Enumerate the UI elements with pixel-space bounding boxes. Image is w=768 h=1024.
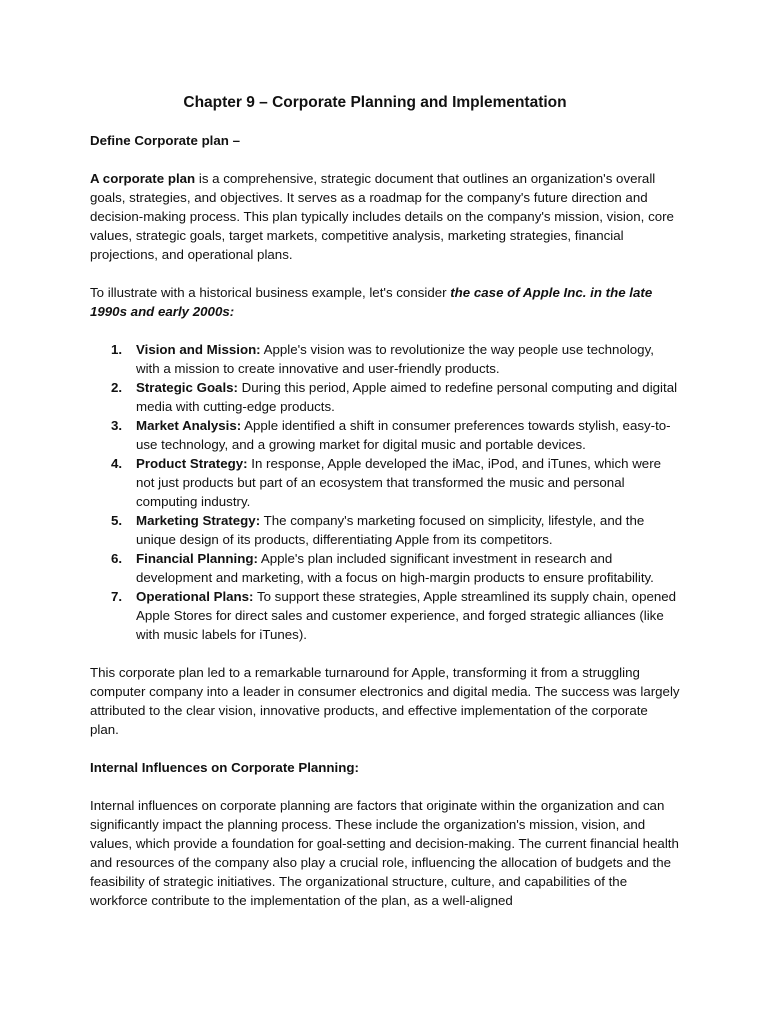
list-label: Operational Plans:	[136, 589, 254, 604]
list-number: 3.	[111, 418, 123, 433]
list-item	[111, 416, 680, 454]
list-label: Market Analysis:	[136, 418, 242, 433]
list-text: Apple identified a shift in consumer preferences towards stylish, easy-to-use technology, and a growing market for digital music and portable devices.	[136, 418, 671, 452]
list-number: 4.	[111, 456, 123, 471]
list-item	[111, 511, 680, 549]
list-number: 1.	[111, 342, 123, 357]
list-label: Marketing Strategy:	[136, 513, 261, 528]
chapter-title: Chapter 9 – Corporate Planning and Implementation	[183, 94, 567, 111]
conclusion-paragraph: This corporate plan led to a remarkable turnaround for Apple, transforming it from a struggling computer company into a leader in consumer electronics and digital media. The success was largely attributed to the clear vision, innovative products, and effective implementation of the corporate plan.	[90, 665, 680, 737]
internal-influences-heading: Internal Influences on Corporate Planning:	[90, 760, 359, 775]
list-number: 5.	[111, 513, 123, 528]
list-item	[111, 549, 680, 587]
list-label: Product Strategy:	[136, 456, 248, 471]
intro-term: A corporate plan	[90, 171, 196, 186]
intro-text: is a comprehensive, strategic document that outlines an organization's overall goals, strategies, and objectives. It serves as a roadmap for the company's future direction and decision-making process. This plan typically includes details on the company's mission, vision, core values, strategic goals, target markets, competitive analysis, marketing strategies, financial projections, and operational plans.	[90, 171, 674, 262]
document-page	[90, 92, 680, 929]
define-heading: Define Corporate plan –	[90, 133, 240, 148]
list-number: 6.	[111, 551, 123, 566]
list-label: Vision and Mission:	[136, 342, 261, 357]
list-number: 2.	[111, 380, 123, 395]
list-item	[111, 378, 680, 416]
list-text: To support these strategies, Apple streamlined its supply chain, opened Apple Stores for direct sales and customer experience, and forged strategic alliances (like with music labels for iTunes).	[136, 589, 677, 642]
list-text: The company's marketing focused on simplicity, lifestyle, and the unique design of its products, differentiating Apple from its competitors.	[136, 513, 645, 547]
list-label: Financial Planning:	[136, 551, 258, 566]
list-text: Apple's plan included significant investment in research and development and marketing, with a focus on high-margin products to ensure profitability.	[136, 551, 654, 585]
list-text: Apple's vision was to revolutionize the way people use technology, with a mission to create innovative and user-friendly products.	[136, 342, 654, 376]
list-item	[111, 340, 680, 378]
apple-plan-list	[90, 340, 680, 644]
internal-influences-paragraph: Internal influences on corporate planning are factors that originate within the organization and can significantly impact the planning process. These include the organization's mission, vision, and values, which provide a foundation for goal-setting and decision-making. The current financial health and resources of the company also play a crucial role, influencing the allocation of budgets and the feasibility of strategic initiatives. The organizational structure, culture, and capabilities of the workforce contribute to the implementation of the plan, as a well-aligned	[90, 798, 679, 908]
list-label: Strategic Goals:	[136, 380, 238, 395]
list-item	[111, 454, 680, 511]
list-item	[111, 587, 680, 644]
list-number: 7.	[111, 589, 123, 604]
example-emphasis: the case of Apple Inc. in the late 1990s and early 2000s:	[90, 285, 653, 319]
intro-paragraph	[90, 169, 680, 264]
list-text: During this period, Apple aimed to redefine personal computing and digital media with cutting-edge products.	[136, 380, 678, 414]
example-lead: To illustrate with a historical business example, let's consider	[90, 285, 451, 300]
list-text: In response, Apple developed the iMac, iPod, and iTunes, which were not just products but part of an ecosystem that transformed the music and personal computing industry.	[136, 456, 662, 509]
example-paragraph	[90, 283, 680, 321]
